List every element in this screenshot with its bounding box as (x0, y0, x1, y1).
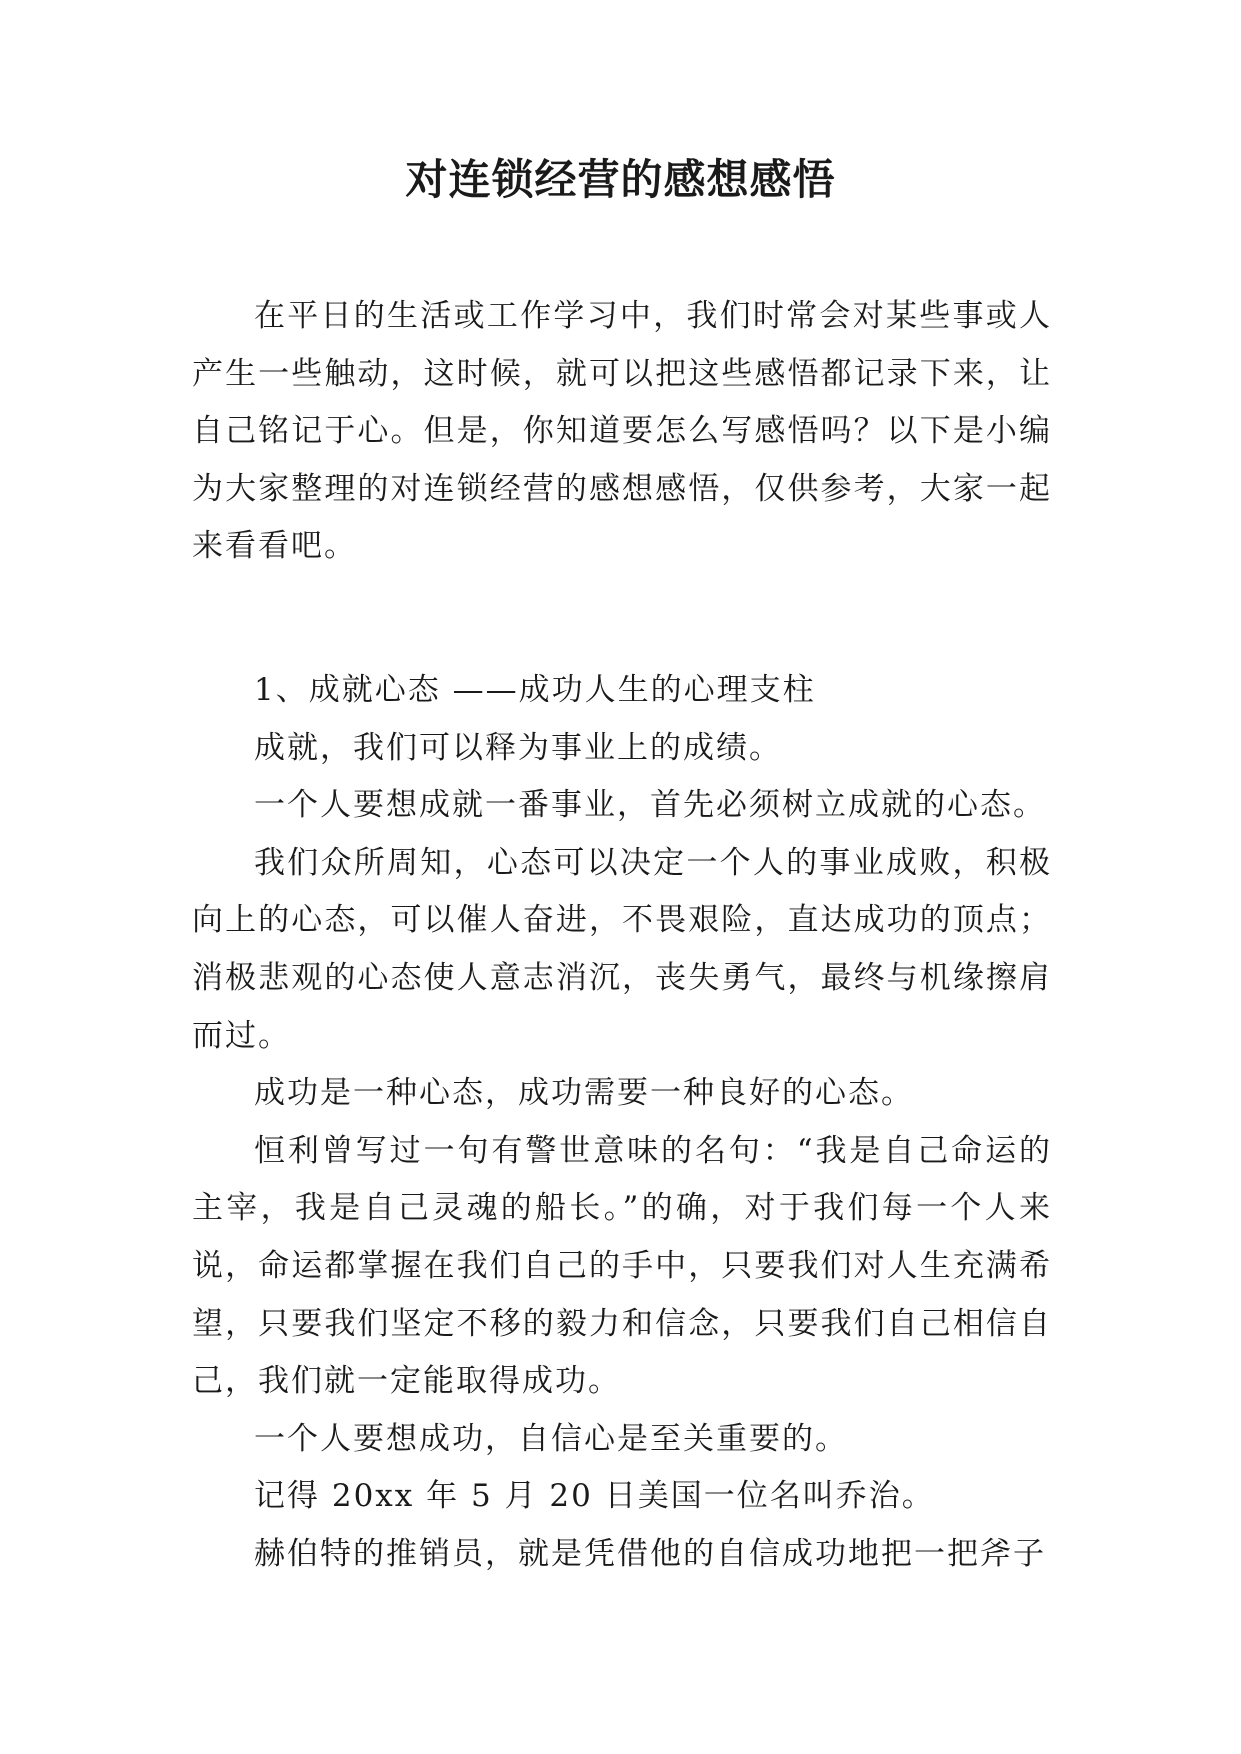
document-title: 对连锁经营的感想感悟 (405, 155, 836, 204)
body-paragraph: 一个人要想成功，自信心是至关重要的。 (254, 1420, 848, 1457)
body-paragraph: 一个人要想成就一番事业，首先必须树立成就的心态。 (254, 787, 1046, 824)
document-body (192, 288, 1052, 1583)
body-paragraph: 成就，我们可以释为事业上的成绩。 (254, 729, 782, 766)
section-heading: 1、成就心态 ——成功人生的心理支柱 (254, 671, 816, 708)
body-paragraph: 赫伯特的推销员，就是凭借他的自信成功地把一把斧子 (254, 1535, 1046, 1572)
body-paragraph: 记得 20xx 年 5 月 20 日美国一位名叫乔治。 (254, 1478, 935, 1515)
body-paragraph: 成功是一种心态，成功需要一种良好的心态。 (254, 1075, 914, 1112)
body-paragraph: 我们众所周知，心态可以决定一个人的事业成败，积极向上的心态，可以催人奋进，不畏艰险，直达成功的顶点；消极悲观的心态使人意志消沉，丧失勇气，最终与机缘擦肩而过。 (192, 844, 1052, 1054)
body-paragraph: 恒利曾写过一句有警世意味的名句：“我是自己命运的主宰，我是自己灵魂的船长。”的确，对于我们每一个人来说，命运都掌握在我们自己的手中，只要我们对人生充满希望，只要我们坚定不移的毅力和信念，只要我们自己相信自己，我们就一定能取得成功。 (192, 1132, 1052, 1400)
section-gap (192, 576, 1052, 662)
intro-paragraph: 在平日的生活或工作学习中，我们时常会对某些事或人产生一些触动，这时候，就可以把这些感悟都记录下来，让自己铭记于心。但是，你知道要怎么写感悟吗？以下是小编为大家整理的对连锁经营的感想感悟，仅供参考，大家一起来看看吧。 (192, 298, 1052, 565)
